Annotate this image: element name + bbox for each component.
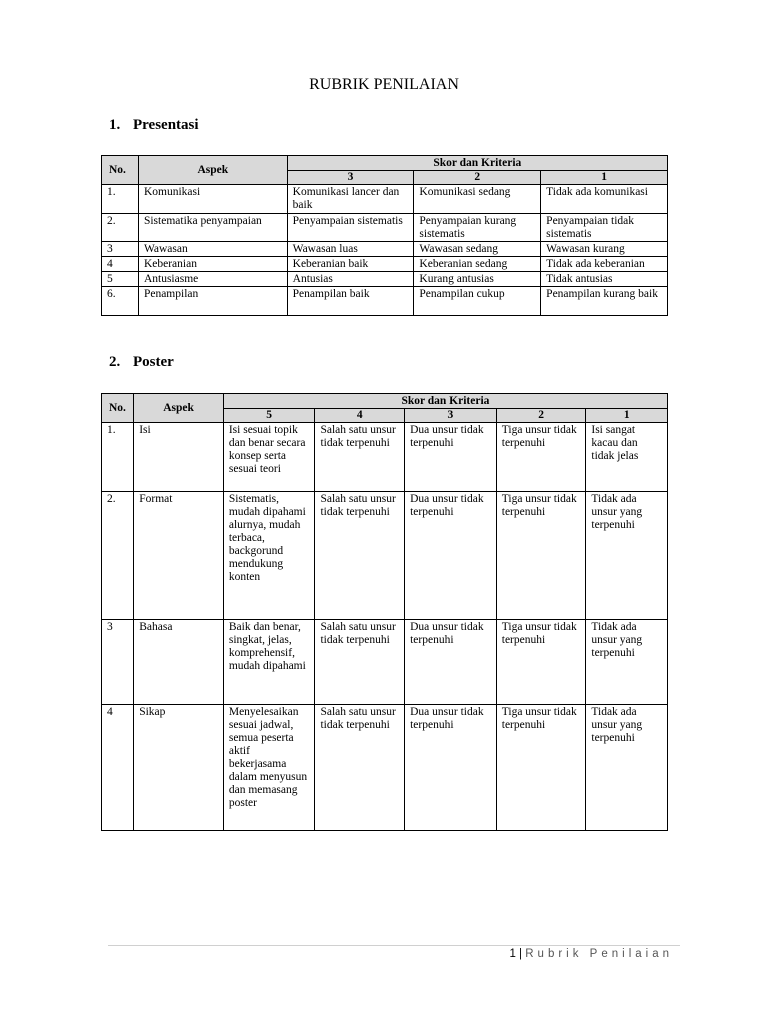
header-score: 5 bbox=[223, 409, 315, 423]
section-heading-presentasi bbox=[109, 117, 199, 134]
row-no: 6. bbox=[102, 287, 139, 316]
header-aspek: Aspek bbox=[134, 394, 224, 423]
row-cell: Penyampaian sistematis bbox=[287, 214, 414, 242]
row-no: 1. bbox=[102, 423, 134, 492]
row-cell: Komunikasi sedang bbox=[414, 185, 541, 214]
row-cell: Penyampaian kurang sistematis bbox=[414, 214, 541, 242]
header-skor: Skor dan Kriteria bbox=[287, 156, 667, 171]
document-title: RUBRIK PENILAIAN bbox=[309, 76, 459, 93]
row-aspek: Keberanian bbox=[138, 257, 287, 272]
header-score: 3 bbox=[405, 409, 497, 423]
table-row bbox=[102, 705, 668, 831]
row-cell: Wawasan sedang bbox=[414, 242, 541, 257]
table-row bbox=[102, 214, 668, 242]
header-aspek: Aspek bbox=[138, 156, 287, 185]
row-aspek: Antusiasme bbox=[138, 272, 287, 287]
row-no: 1. bbox=[102, 185, 139, 214]
table-row bbox=[102, 423, 668, 492]
row-no: 2. bbox=[102, 492, 134, 620]
row-cell: Tidak ada unsur yang terpenuhi bbox=[586, 705, 668, 831]
section-title: Presentasi bbox=[133, 117, 199, 133]
row-cell: Salah satu unsur tidak terpenuhi bbox=[315, 492, 405, 620]
header-score: 2 bbox=[414, 171, 541, 185]
row-cell: Salah satu unsur tidak terpenuhi bbox=[315, 705, 405, 831]
footer-label: Rubrik Penilaian bbox=[525, 948, 673, 960]
table-row bbox=[102, 185, 668, 214]
row-cell: Dua unsur tidak terpenuhi bbox=[405, 423, 497, 492]
row-aspek: Komunikasi bbox=[138, 185, 287, 214]
row-cell: Isi sesuai topik dan benar secara konsep serta sesuai teori bbox=[223, 423, 315, 492]
row-cell: Dua unsur tidak terpenuhi bbox=[405, 492, 497, 620]
row-aspek: Sistematika penyampaian bbox=[138, 214, 287, 242]
row-cell: Penyampaian tidak sistematis bbox=[541, 214, 668, 242]
table-row bbox=[102, 257, 668, 272]
presentasi-rubric-table bbox=[101, 155, 668, 316]
section-heading-poster bbox=[109, 354, 174, 371]
row-no: 4 bbox=[102, 257, 139, 272]
row-cell: Tiga unsur tidak terpenuhi bbox=[496, 423, 586, 492]
table-row bbox=[102, 242, 668, 257]
row-cell: Tidak ada komunikasi bbox=[541, 185, 668, 214]
row-cell: Sistematis, mudah dipahami alurnya, mudah terbaca, backgorund mendukung konten bbox=[223, 492, 315, 620]
row-cell: Penampilan cukup bbox=[414, 287, 541, 316]
section-number: 1. bbox=[109, 117, 121, 133]
header-score: 2 bbox=[496, 409, 586, 423]
row-cell: Isi sangat kacau dan tidak jelas bbox=[586, 423, 668, 492]
row-cell: Penampilan baik bbox=[287, 287, 414, 316]
row-no: 3 bbox=[102, 242, 139, 257]
header-score: 4 bbox=[315, 409, 405, 423]
row-no: 3 bbox=[102, 620, 134, 705]
table-row bbox=[102, 287, 668, 316]
row-cell: Tiga unsur tidak terpenuhi bbox=[496, 705, 586, 831]
row-cell: Salah satu unsur tidak terpenuhi bbox=[315, 423, 405, 492]
header-score: 1 bbox=[541, 171, 668, 185]
row-cell: Kurang antusias bbox=[414, 272, 541, 287]
header-score: 3 bbox=[287, 171, 414, 185]
row-cell: Menyelesaikan sesuai jadwal, semua peserta aktif bekerjasama dalam menyusun dan memasang poster bbox=[223, 705, 315, 831]
row-cell: Wawasan luas bbox=[287, 242, 414, 257]
header-no: No. bbox=[102, 156, 139, 185]
page-number: 1 bbox=[509, 948, 516, 960]
section-number: 2. bbox=[109, 354, 121, 370]
table-header-row bbox=[102, 156, 668, 171]
row-aspek: Bahasa bbox=[134, 620, 224, 705]
row-aspek: Wawasan bbox=[138, 242, 287, 257]
row-aspek: Format bbox=[134, 492, 224, 620]
row-cell: Antusias bbox=[287, 272, 414, 287]
table-row bbox=[102, 272, 668, 287]
row-cell: Tidak ada keberanian bbox=[541, 257, 668, 272]
row-aspek: Penampilan bbox=[138, 287, 287, 316]
header-score: 1 bbox=[586, 409, 668, 423]
row-cell: Wawasan kurang bbox=[541, 242, 668, 257]
row-cell: Salah satu unsur tidak terpenuhi bbox=[315, 620, 405, 705]
row-no: 5 bbox=[102, 272, 139, 287]
poster-rubric-table bbox=[101, 393, 668, 831]
row-aspek: Isi bbox=[134, 423, 224, 492]
row-cell: Komunikasi lancer dan baik bbox=[287, 185, 414, 214]
row-cell: Penampilan kurang baik bbox=[541, 287, 668, 316]
row-cell: Tiga unsur tidak terpenuhi bbox=[496, 492, 586, 620]
table-row bbox=[102, 620, 668, 705]
row-cell: Tidak ada unsur yang terpenuhi bbox=[586, 620, 668, 705]
footer-divider bbox=[108, 945, 680, 946]
table-row bbox=[102, 492, 668, 620]
row-cell: Dua unsur tidak terpenuhi bbox=[405, 620, 497, 705]
section-title: Poster bbox=[133, 354, 174, 370]
row-cell: Tiga unsur tidak terpenuhi bbox=[496, 620, 586, 705]
header-skor: Skor dan Kriteria bbox=[223, 394, 667, 409]
row-no: 2. bbox=[102, 214, 139, 242]
header-no: No. bbox=[102, 394, 134, 423]
row-cell: Baik dan benar, singkat, jelas, komprehensif, mudah dipahami bbox=[223, 620, 315, 705]
table-header-row bbox=[102, 394, 668, 409]
row-cell: Tidak ada unsur yang terpenuhi bbox=[586, 492, 668, 620]
row-no: 4 bbox=[102, 705, 134, 831]
footer-separator: | bbox=[519, 948, 523, 960]
row-cell: Keberanian sedang bbox=[414, 257, 541, 272]
row-cell: Tidak antusias bbox=[541, 272, 668, 287]
row-cell: Dua unsur tidak terpenuhi bbox=[405, 705, 497, 831]
row-cell: Keberanian baik bbox=[287, 257, 414, 272]
page-footer bbox=[509, 948, 673, 960]
row-aspek: Sikap bbox=[134, 705, 224, 831]
